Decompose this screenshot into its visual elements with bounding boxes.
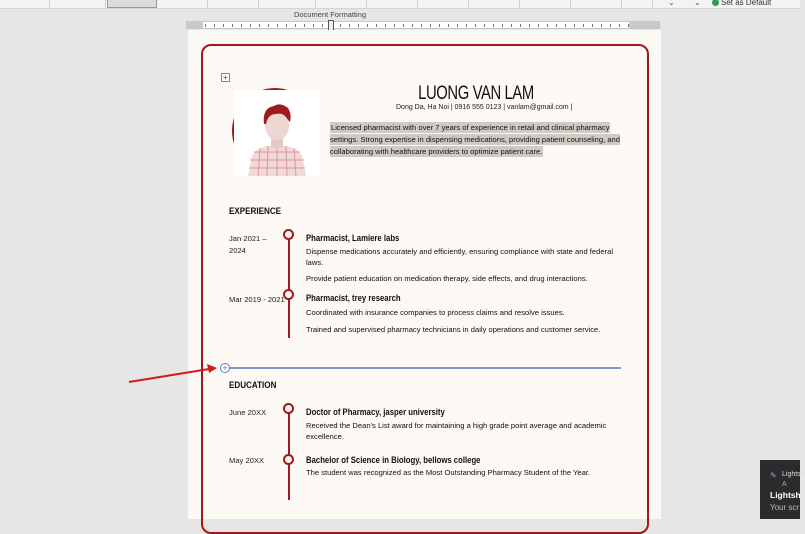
- style-gallery-item[interactable]: [521, 0, 571, 8]
- ruler-left-margin: [187, 22, 203, 28]
- style-gallery-item[interactable]: [572, 0, 622, 8]
- experience-heading[interactable]: EXPERIENCE: [229, 206, 282, 217]
- set-as-default-button[interactable]: Set as Default: [712, 0, 771, 7]
- education-date[interactable]: May 20XX: [229, 456, 265, 465]
- experience-description[interactable]: Coordinated with insurance companies to process claims and resolve issues.: [306, 308, 565, 317]
- toast-title: Lightsh: [770, 490, 801, 500]
- style-gallery-item[interactable]: [260, 0, 316, 8]
- profile-avatar[interactable]: [232, 88, 318, 174]
- education-title[interactable]: Doctor of Pharmacy, jasper university: [306, 407, 445, 417]
- style-gallery-item[interactable]: [623, 0, 653, 8]
- resume-name[interactable]: LUONG VAN LAM: [418, 83, 534, 104]
- style-gallery-item[interactable]: [158, 0, 208, 8]
- document-page[interactable]: [188, 30, 661, 519]
- experience-title[interactable]: Pharmacist, trey research: [306, 293, 401, 303]
- experience-title[interactable]: Pharmacist, Lamiere labs: [306, 233, 400, 243]
- ruler-right-margin: [629, 22, 659, 28]
- style-gallery-item[interactable]: [419, 0, 469, 8]
- ribbon-strip: [0, 0, 800, 9]
- toast-subtitle: A: [782, 481, 787, 488]
- education-title[interactable]: Bachelor of Science in Biology, bellows college: [306, 455, 481, 465]
- person-illustration-icon: [234, 90, 320, 176]
- timeline-dot: [283, 454, 294, 465]
- annotation-arrow-icon: [125, 360, 220, 386]
- ribbon-group-label: Document Formatting: [293, 10, 367, 19]
- resume-summary[interactable]: Licensed pharmacist with over 7 years of experience in retail and clinical pharmacy settings. Strong expertise in dispensing medications, providing patient counseling, and collaborating with healthcare providers to optimize patient care.: [330, 123, 621, 156]
- chevron-down-icon[interactable]: ⌄: [694, 0, 701, 7]
- experience-timeline: [288, 238, 290, 338]
- experience-description[interactable]: Dispense medications accurately and efficiently, ensuring compliance with state and federal laws.: [306, 247, 614, 267]
- style-gallery-item[interactable]: [209, 0, 259, 8]
- resume-contact[interactable]: Dong Da, Ha Noi | 0916 555 0123 | vanlam@gmail.com |: [396, 104, 573, 111]
- gallery-scroll-icon[interactable]: ⌄: [668, 0, 675, 7]
- feather-icon: ✎: [770, 471, 777, 480]
- style-gallery-item[interactable]: [317, 0, 367, 8]
- style-gallery-item[interactable]: [50, 0, 106, 8]
- timeline-dot: [283, 229, 294, 240]
- toast-app-name: Lightsh: [782, 471, 805, 478]
- table-move-handle-icon[interactable]: +: [221, 73, 230, 82]
- check-circle-icon: [712, 0, 719, 6]
- experience-date[interactable]: Mar 2019 - 2021: [229, 295, 285, 304]
- notification-toast[interactable]: [760, 460, 805, 519]
- horizontal-ruler[interactable]: [186, 21, 660, 29]
- style-gallery-item[interactable]: [470, 0, 520, 8]
- experience-date[interactable]: Jan 2021 – 2024: [229, 234, 267, 255]
- style-gallery-item[interactable]: [20, 0, 50, 8]
- education-description[interactable]: Received the Dean's List award for maintaining a high grade point average and academic excellence.: [306, 421, 607, 441]
- table-row-insert-line: [228, 367, 621, 369]
- education-description[interactable]: The student was recognized as the Most Outstanding Pharmacy Student of the Year.: [306, 468, 591, 477]
- insert-row-icon[interactable]: +: [220, 363, 230, 373]
- style-gallery-item[interactable]: [368, 0, 418, 8]
- education-date[interactable]: June 20XX: [229, 408, 267, 417]
- experience-description[interactable]: Provide patient education on medication therapy, side effects, and drug interactions.: [306, 274, 588, 283]
- experience-description[interactable]: Trained and supervised pharmacy technicians in daily operations and customer service.: [306, 325, 601, 334]
- toast-body: Your scr: [770, 503, 800, 512]
- style-gallery-item-selected[interactable]: [107, 0, 157, 8]
- timeline-dot: [283, 403, 294, 414]
- education-heading[interactable]: EDUCATION: [229, 380, 277, 391]
